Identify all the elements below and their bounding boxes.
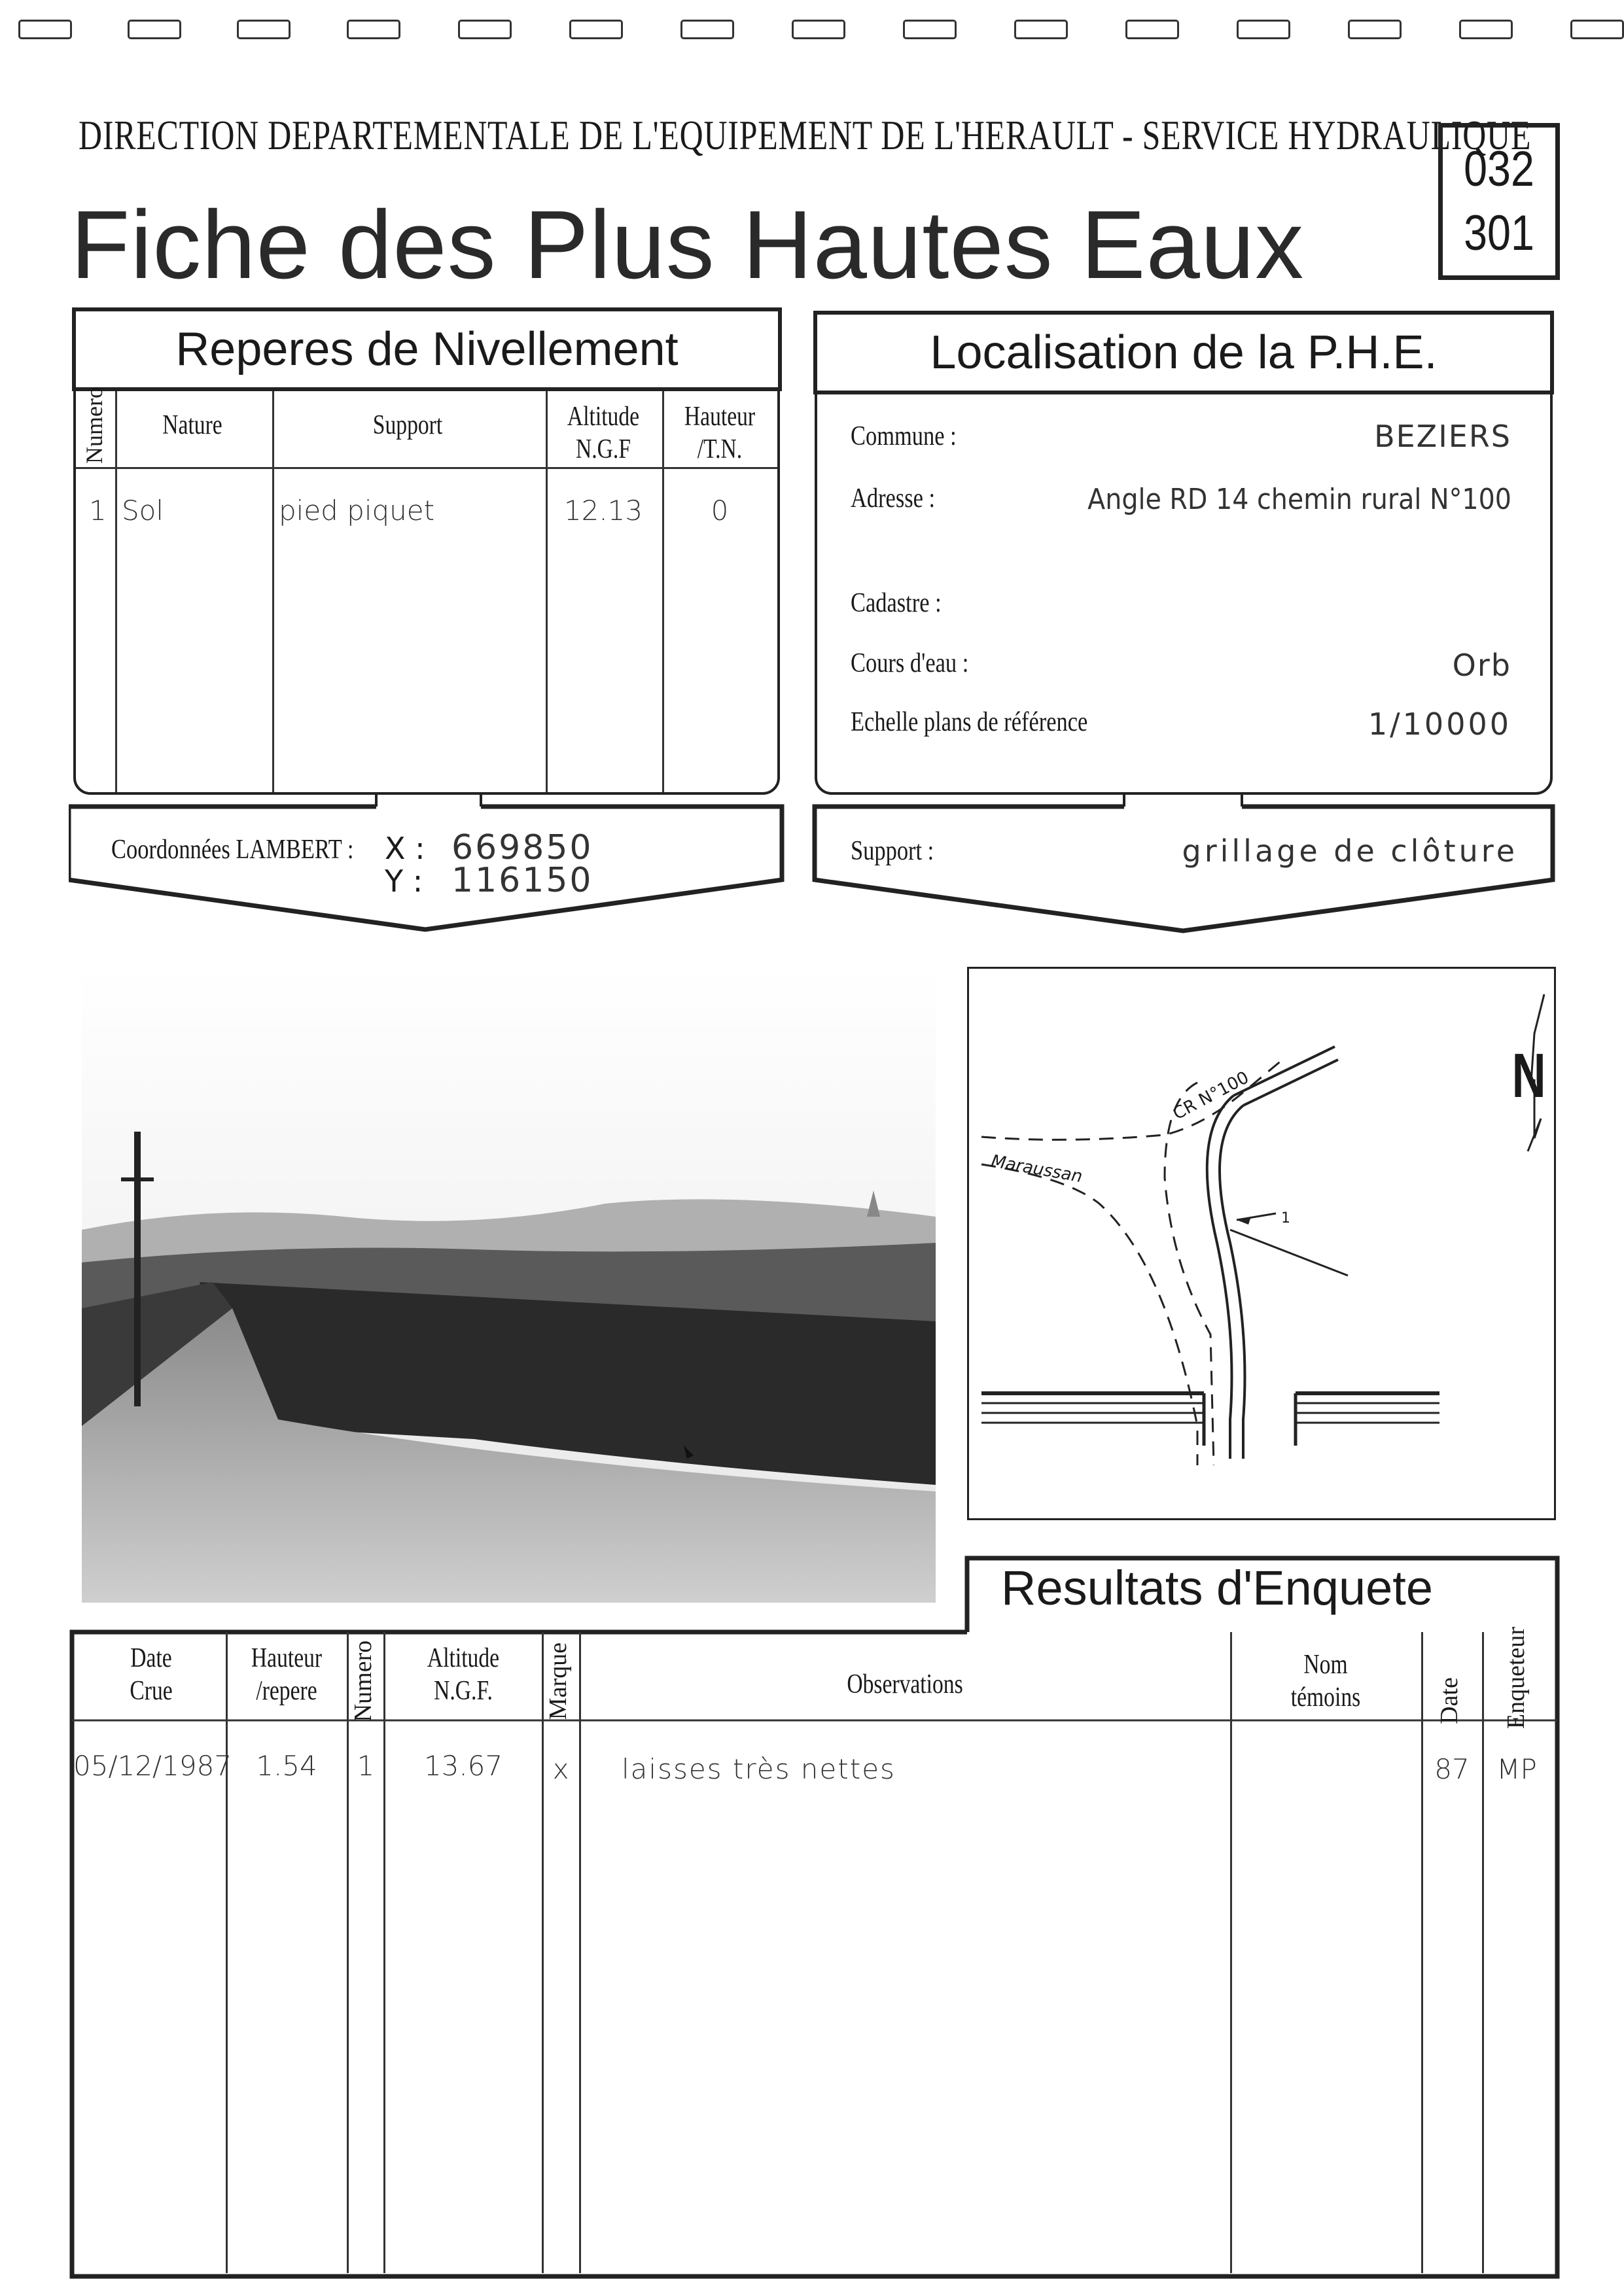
res-hauteur: 1.54: [256, 1750, 317, 1782]
echelle-value: 1/10000: [1368, 706, 1511, 742]
x-value: 669850: [451, 828, 593, 867]
commune-label: Commune :: [851, 421, 957, 451]
col-nom-line1: Nom: [1303, 1650, 1348, 1680]
punch-hole: [237, 20, 291, 39]
reperes-header: Reperes de Nivellement: [72, 307, 782, 391]
punch-hole: [1014, 20, 1068, 39]
res-observations: laisses très nettes: [622, 1753, 896, 1785]
punch-hole: [347, 20, 400, 39]
repere-support: pied piquet: [279, 495, 435, 527]
col-hauteur-repere: [239, 1642, 334, 1708]
repere-numero: 1: [89, 495, 107, 527]
col-res-numero: Numero: [349, 1640, 377, 1722]
col-support: Support: [372, 410, 443, 440]
col-marque: Marque: [544, 1642, 572, 1720]
cours-label: Cours d'eau :: [851, 648, 969, 678]
punch-hole: [569, 20, 623, 39]
fiche-code-top: 032: [1464, 141, 1534, 197]
punch-hole: [903, 20, 957, 39]
town-label: Maraussan: [989, 1151, 1084, 1187]
site-photograph: [82, 968, 936, 1603]
punch-hole: [1237, 20, 1290, 39]
punch-hole: [1570, 20, 1624, 39]
col-date-crue: [93, 1642, 209, 1708]
fiche-code-bottom: 301: [1464, 205, 1534, 261]
col-altitude: [557, 400, 650, 466]
echelle-label: Echelle plans de référence: [851, 707, 1088, 737]
res-enqueteur: MP: [1496, 1753, 1537, 1785]
adresse-label: Adresse :: [851, 483, 936, 513]
commune-value: BEZIERS: [1374, 419, 1511, 454]
cadastre-label: Cadastre :: [851, 588, 942, 618]
adresse-value: Angle RD 14 chemin rural N°100: [1087, 483, 1511, 516]
punch-hole: [792, 20, 845, 39]
plan-drawing: [968, 968, 1555, 1519]
col-date-crue-line2: Crue: [130, 1676, 173, 1707]
punch-hole: [1125, 20, 1179, 39]
north-arrow-label: N: [1511, 1041, 1546, 1111]
localisation-header: Localisation de la P.H.E.: [813, 311, 1554, 394]
punch-hole: [128, 20, 181, 39]
coord-label: Coordonnées LAMBERT :: [111, 835, 354, 865]
resultats-title: Resultats d'Enquete: [1001, 1561, 1434, 1615]
punch-hole: [458, 20, 512, 39]
col-altitude-line2: N.G.F: [575, 434, 631, 465]
col-nom-temoins: [1251, 1648, 1401, 1714]
repere-nature: Sol: [122, 495, 164, 527]
punch-hole: [18, 20, 72, 39]
col-hauteur-repere-line1: Hauteur: [251, 1643, 323, 1673]
support-label: Support :: [851, 836, 934, 866]
col-enqueteur: Enqueteur: [1502, 1626, 1530, 1730]
res-numero: 1: [357, 1750, 375, 1782]
res-date-crue: 05/12/1987: [73, 1750, 232, 1782]
fiche-code-box: [1438, 123, 1560, 280]
res-altitude: 13.67: [423, 1750, 503, 1782]
road-label: CR N°100: [1169, 1068, 1252, 1124]
col-hauteur-line1: Hauteur: [684, 402, 756, 432]
marker-label: 1: [1281, 1210, 1290, 1226]
punch-hole: [1348, 20, 1402, 39]
organisation-heading: DIRECTION DEPARTEMENTALE DE L'EQUIPEMENT DE L'HERAULT - SERVICE HYDRAULIQUE: [79, 112, 1532, 158]
col-nature: Nature: [162, 410, 222, 440]
support-value: grillage de clôture: [1182, 833, 1518, 869]
col-date: Date: [1436, 1677, 1463, 1724]
x-label: X :: [385, 831, 425, 866]
col-hauteur-repere-line2: /repere: [256, 1676, 317, 1707]
col-nom-line2: témoins: [1290, 1682, 1361, 1713]
res-date: 87: [1434, 1753, 1470, 1785]
col-res-altitude-line2: N.G.F.: [434, 1676, 493, 1707]
repere-altitude: 12.13: [563, 495, 643, 527]
repere-hauteur: 0: [711, 495, 729, 527]
col-numero: Numero: [81, 387, 107, 464]
y-label: Y :: [385, 863, 423, 899]
col-date-crue-line1: Date: [130, 1643, 172, 1673]
col-observations: Observations: [847, 1669, 963, 1699]
cours-value: Orb: [1452, 648, 1511, 683]
punch-hole: [1459, 20, 1513, 39]
y-value: 116150: [451, 861, 593, 900]
punch-hole: [680, 20, 734, 39]
col-altitude-line1: Altitude: [567, 402, 640, 432]
col-hauteur: [674, 400, 766, 466]
page-title: Fiche des Plus Hautes Eaux: [71, 191, 1305, 299]
col-res-altitude: [402, 1642, 525, 1708]
res-marque: x: [552, 1753, 569, 1785]
col-hauteur-line2: /T.N.: [697, 434, 743, 465]
col-res-altitude-line1: Altitude: [427, 1643, 500, 1673]
